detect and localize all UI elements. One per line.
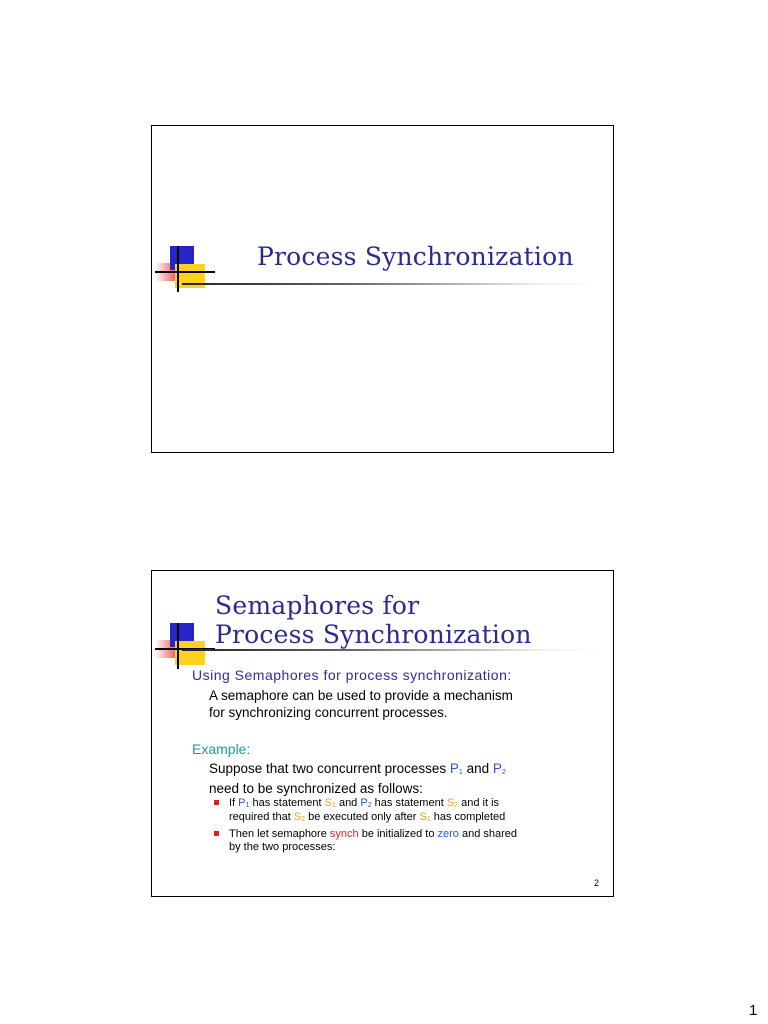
paragraph-2: Suppose that two concurrent processes $P_1$ and $P_2$ need to be synchronized as follows: <box>209 761 506 796</box>
example-label: Example: <box>192 741 251 757</box>
list-item: If $P_1$ has statement $S_1$ and $P_2$ has statement $S_2$ and it is required that $S_2$ be executed only after $S_1$ has completed <box>214 797 584 825</box>
section-heading: Using Semaphores for process synchronization: <box>192 667 512 683</box>
paragraph-1: A semaphore can be used to provide a mechanism for synchronizing concurrent processes. <box>209 688 513 720</box>
slide-2-title-line-2: Process Synchronization <box>215 620 532 649</box>
bullet-square-icon <box>214 831 219 836</box>
title-rule <box>182 649 602 651</box>
slide-1 <box>151 125 614 453</box>
title-rule <box>182 283 602 285</box>
list-item: Then let semaphore synch be initialized to zero and shared by the two processes: <box>214 828 584 854</box>
bullet-square-icon <box>214 800 219 805</box>
slide-2-title <box>215 591 532 649</box>
slide-logo-squares-icon <box>155 246 207 298</box>
slide-1-title: Process Synchronization <box>257 242 574 271</box>
slide-2 <box>151 570 614 897</box>
bullet-list <box>214 797 584 857</box>
page-number: 1 <box>749 1002 758 1019</box>
slide-number: 2 <box>593 878 599 888</box>
slide-2-title-line-1: Semaphores for <box>215 591 420 620</box>
